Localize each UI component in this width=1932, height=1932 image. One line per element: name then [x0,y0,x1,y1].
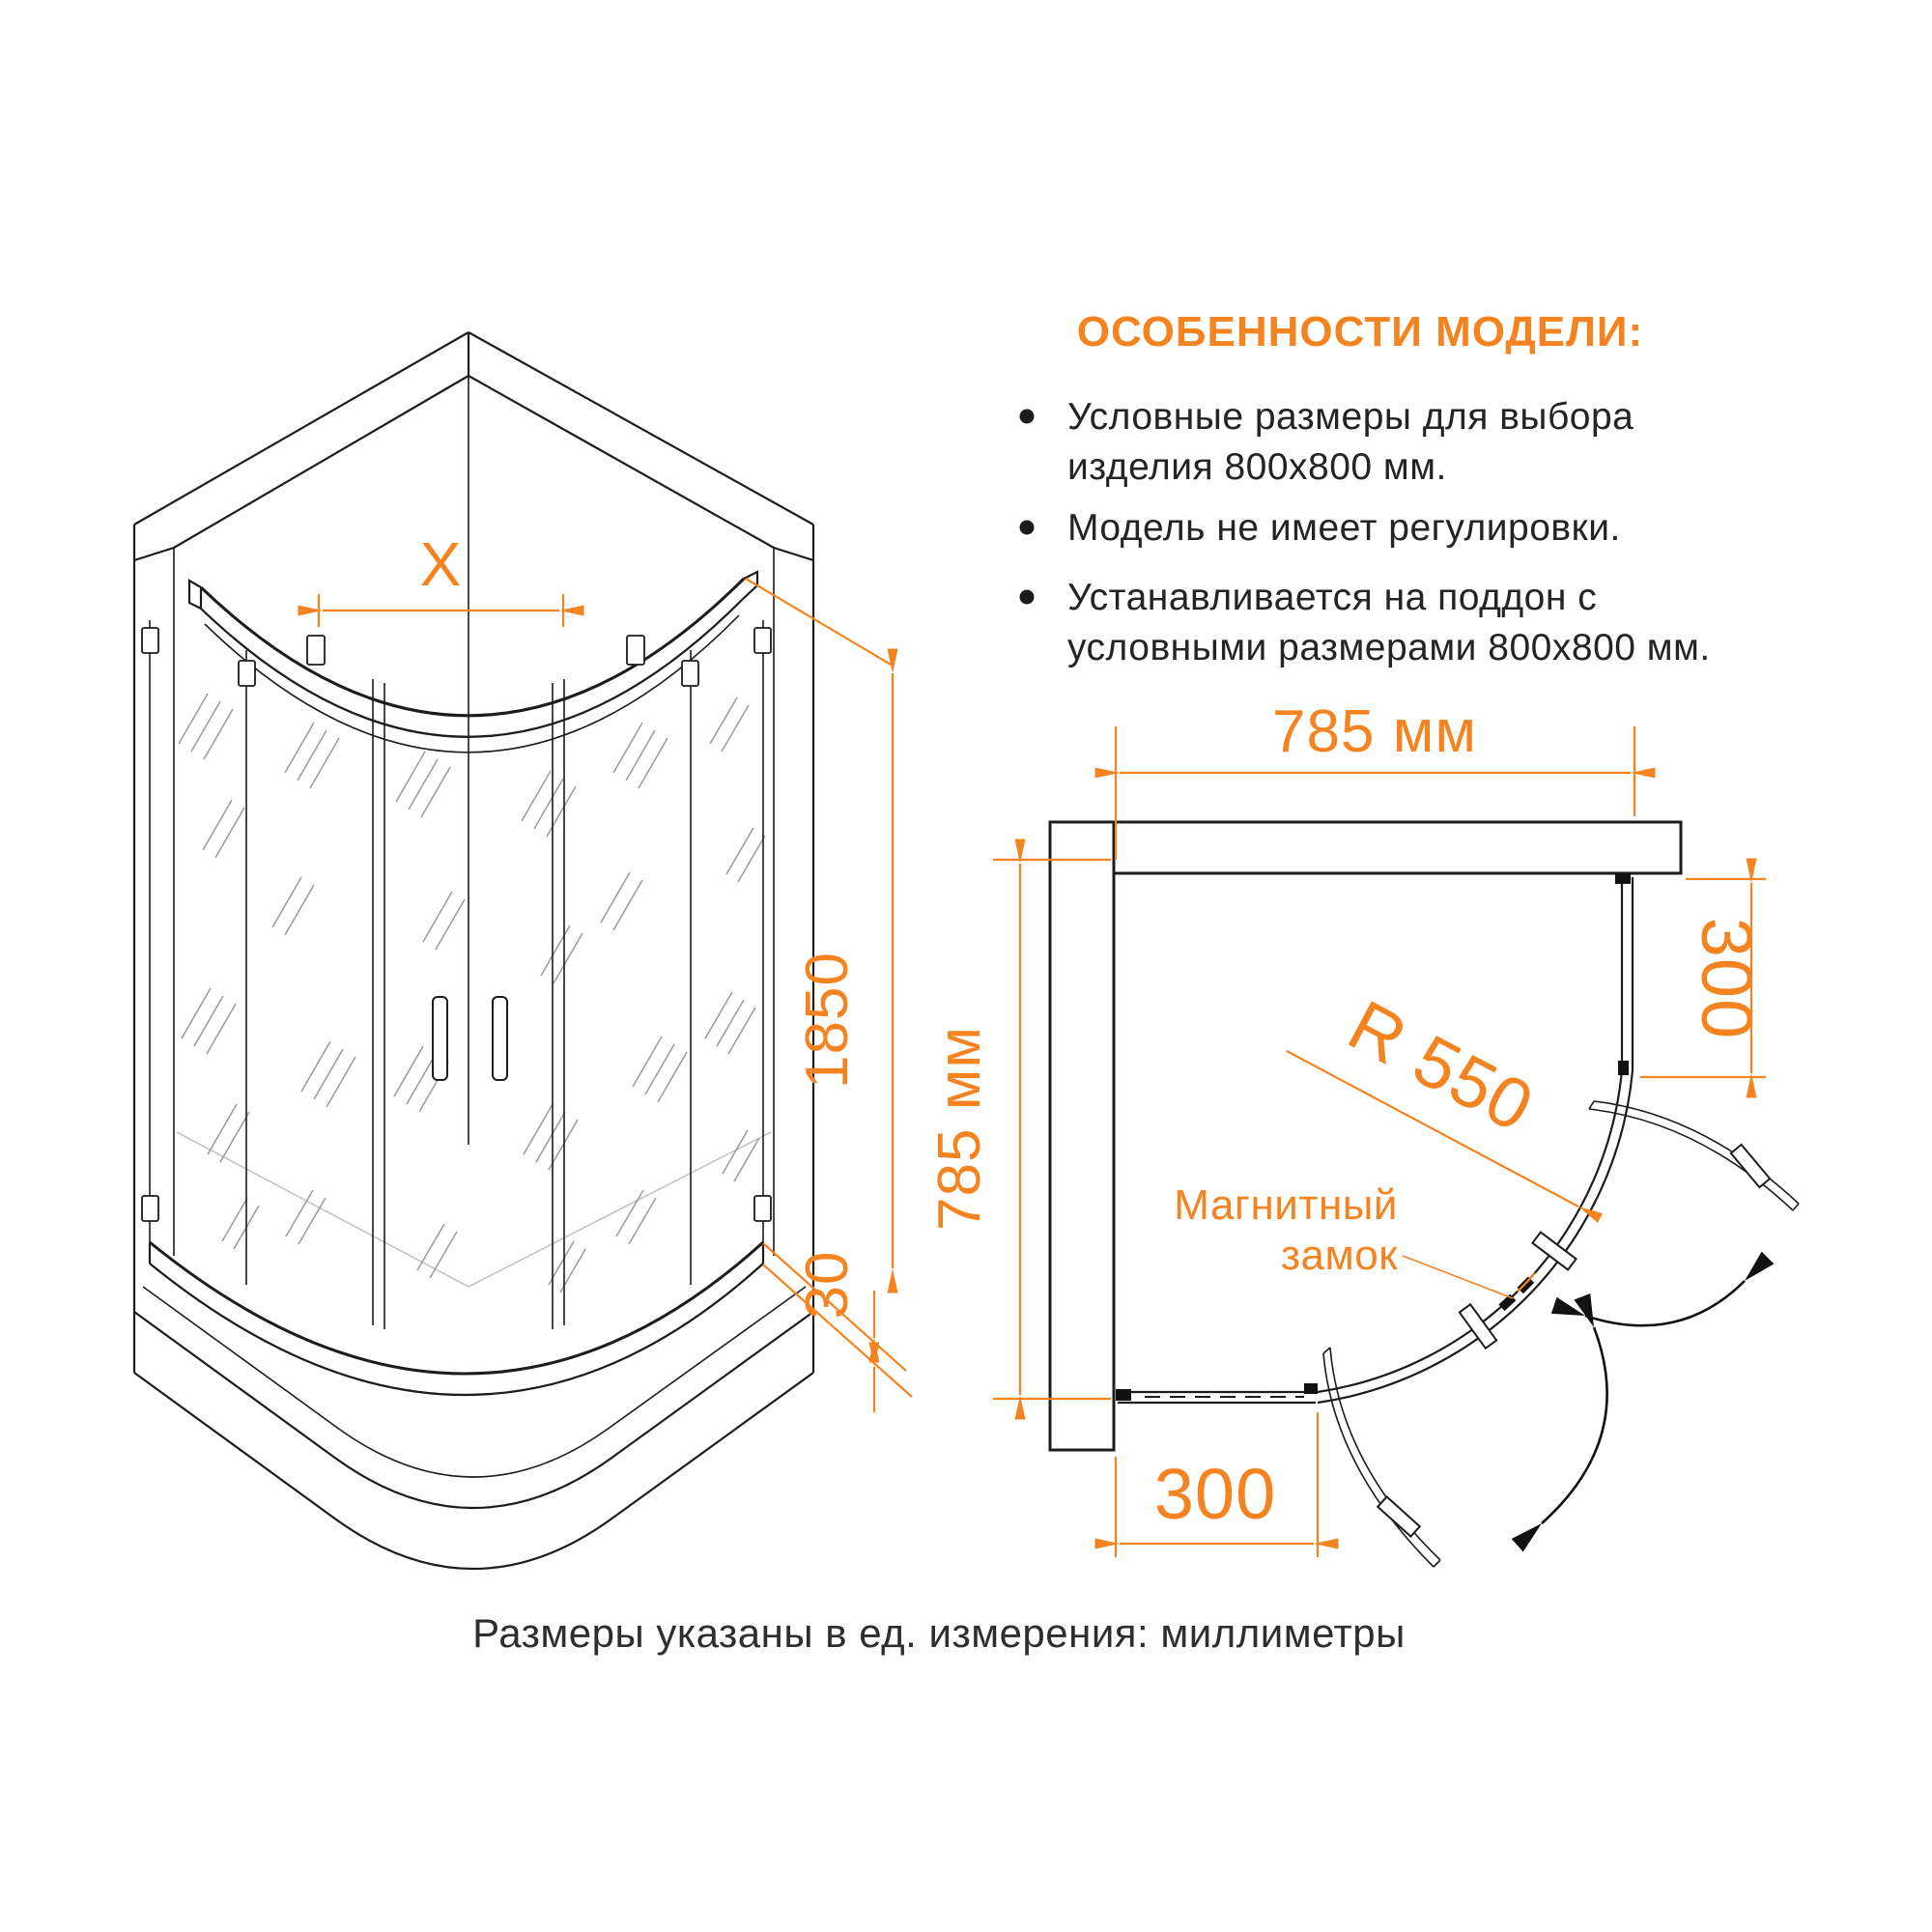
dim-bottom-label: 300 [1153,1454,1277,1534]
plan-handle-upper [1532,1233,1576,1270]
open-door-upper [1589,1101,1799,1210]
plan-view [926,698,1799,1567]
fixed-panel-right [1622,877,1633,1070]
lock-label-line2: замок [1280,1232,1398,1279]
plan-wall-top [1050,822,1681,873]
feature-2-line-1: Модель не имеет регулировки. [1067,507,1621,549]
lock-label-line1: Магнитный [1174,1181,1398,1229]
junction-profiles [1116,873,1631,1401]
door-roller-right [627,636,644,665]
features-block [1020,308,1711,668]
feature-1-line-2: изделия 800х800 мм. [1067,446,1447,488]
dim-height-label: 1850 [794,952,861,1089]
features-heading: ОСОБЕННОСТИ МОДЕЛИ: [1076,308,1644,355]
dim-width-label: 785 мм [1272,698,1477,765]
tray-floor-lines [177,1132,771,1287]
shower-tray [134,1287,813,1569]
glass-panels [150,620,763,1329]
dim-profile-label: 30 [794,1250,861,1320]
top-curved-rail [189,572,757,753]
door-handle-right [493,997,507,1080]
isometric-view [134,332,912,1569]
door-swing-arrow-down [1542,1327,1607,1523]
door-handle-left [433,997,447,1080]
bottom-curved-rail [150,1242,763,1395]
bullet-dot-1 [1020,410,1035,424]
units-caption: Размеры указаны в ед. измерения: миллиметры [472,1610,1406,1656]
dim-radius-label: R 550 [1336,984,1547,1148]
bullet-dot-3 [1020,590,1035,605]
iso-dimensions [319,529,912,1412]
glass-reflection-hatching [179,694,765,1293]
dim-side-label: 300 [1687,917,1767,1040]
door-swing-arrow-right [1585,1281,1745,1325]
door-roller-left [307,636,325,665]
bullet-dot-2 [1020,521,1035,535]
dim-opening-label: X [419,529,462,599]
feature-3-line-2: условными размерами 800х800 мм. [1067,627,1711,668]
feature-3-line-1: Устанавливается на поддон с [1067,577,1598,618]
open-door-lower [1323,1348,1440,1567]
dim-depth-label: 785 мм [926,1026,993,1231]
plan-wall-left [1050,822,1114,1450]
feature-1-line-1: Условные размеры для выбора [1067,396,1634,438]
plan-handle-lower [1460,1304,1496,1348]
